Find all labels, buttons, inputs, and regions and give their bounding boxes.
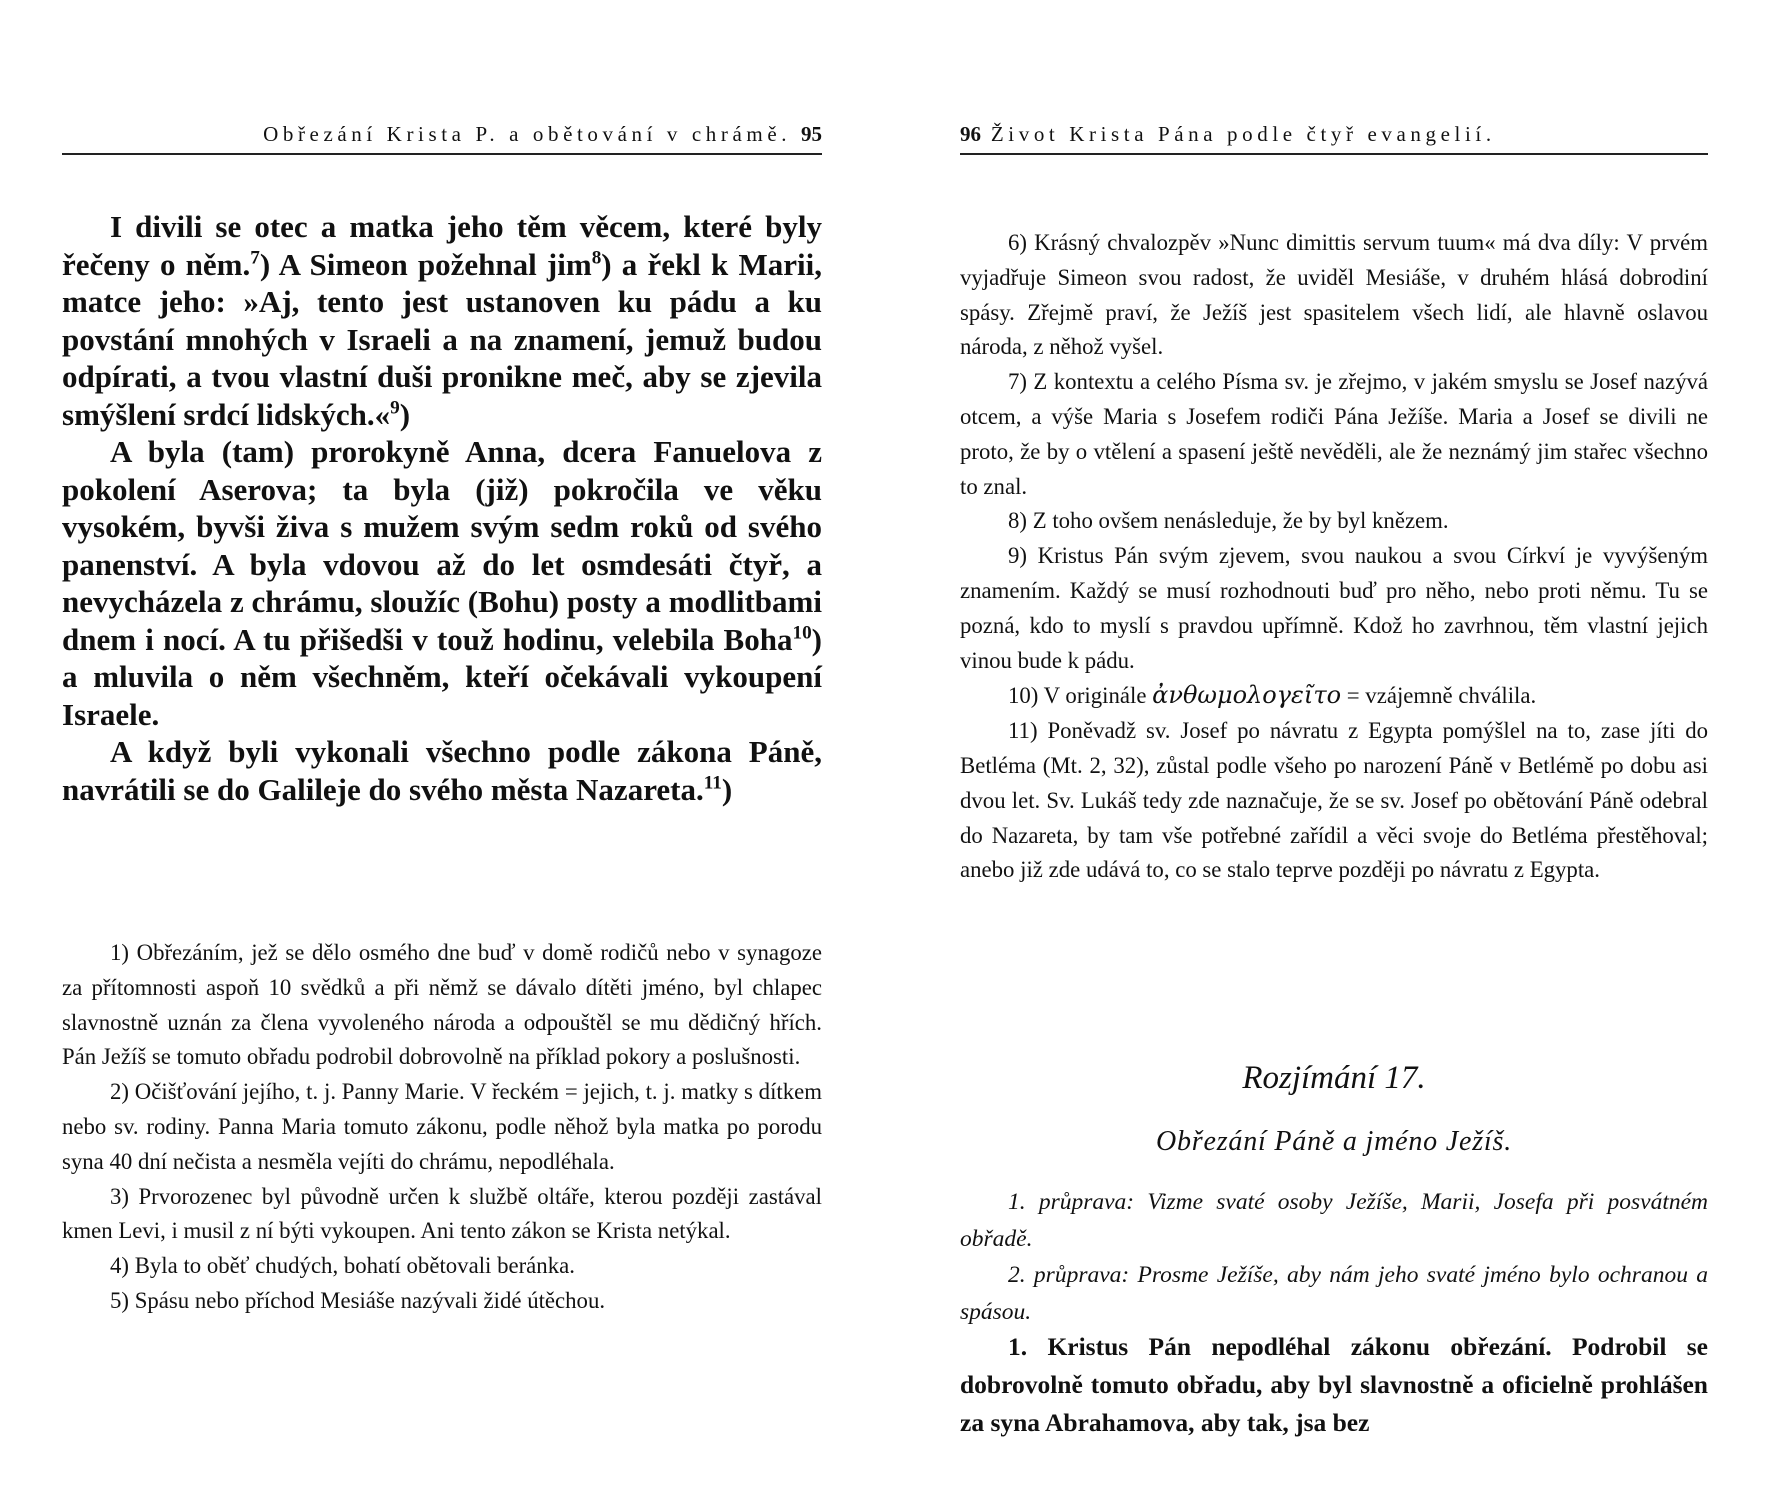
text-run: ) bbox=[399, 396, 411, 432]
running-head-title: Obřezání Krista P. a obětování v chrámě. bbox=[263, 122, 792, 146]
footnote: 4) Byla to oběť chudých, bohatí obětovali beránka. bbox=[110, 1253, 575, 1279]
text-run: ) A Simeon požehnal jim bbox=[259, 246, 592, 282]
footnote-ref: 9 bbox=[390, 397, 400, 419]
chapter-subtitle: Obřezání Páně a jméno Ježíš. bbox=[1155, 1126, 1512, 1157]
text-run: ) a mluvila o něm všechněm, kteří očekávali vykoupení Israele. bbox=[62, 621, 822, 732]
paragraph bbox=[62, 733, 822, 808]
footnote-prefix: 10) V originále bbox=[1008, 683, 1147, 709]
footnote: 5) Spásu nebo příchod Mesiáše nazývali židé útěchou. bbox=[110, 1287, 606, 1313]
text-run: ) bbox=[721, 771, 733, 807]
footnote: 1) Obřezáním, jež se dělo osmého dne buď v domě rodičů nebo v synagoze za přítomnosti aspoň 10 svědků a při němž se dávalo dítěti jméno, byl chlapec slavnostně uznán za člena vyvoleného národa a odpouštěl se mu dědičný hřích. Pán Ježíš se tomuto obřadu podrobil dobrovolně na příklad pokory a poslušnosti. bbox=[62, 940, 822, 1070]
text-run: I divili se otec a matka jeho těm věcem, které byly řečeny o něm. bbox=[62, 209, 822, 282]
footnote: 2) Očišťování jejího, t. j. Panny Marie. V řeckém = jejich, t. j. matky s dítkem nebo sv. rodiny. Panna Maria tomuto zákonu, podle něhož byla matka po porodu syna 40 dní nečista a nesměla vejíti do chrámu, nepodléhala. bbox=[62, 1079, 822, 1174]
text-run: A byla (tam) prorokyně Anna, dcera Fanuelova z pokolení Aserova; ta byla (již) pokročila ve věku vysokém, byvši živa s mužem svým sedm roků od svého panenství. A byla vdovou až do let osmdesáti čtyř, a nevycházela z chrámu, sloužíc (Bohu) posty a modlitbami dnem i nocí. A tu přišedši v touž hodinu, velebila Boha bbox=[62, 434, 822, 657]
preludes bbox=[960, 1184, 1708, 1330]
footnote: 9) Kristus Pán svým zjevem, svou naukou a svou Církví je vyvýšeným znamením. Každý se musí rozhodnouti buď pro něho, nebo proti němu. Tu se pozná, kdo to myslí s pravdou upřímně. Kdož ho zavrhnou, těm vlastní jejich vinou bude k pádu. bbox=[960, 543, 1708, 673]
text-run: A když byli vykonali všechno podle zákona Páně, navrátili se do Galileje do svého města Nazareta. bbox=[62, 734, 822, 807]
page-number-right: 96 bbox=[960, 122, 981, 146]
chapter-title: Rozjímání 17. bbox=[1242, 1060, 1426, 1096]
paragraph bbox=[62, 208, 822, 433]
point-paragraph: 1. Kristus Pán nepodléhal zákonu obřezání. Podrobil se dobrovolně tomuto obřadu, aby byl slavnostně a oficielně prohlášen za syna Abrahamova, aby tak, jsa bez bbox=[960, 1332, 1708, 1437]
prelude: 1. průprava: Vizme svaté osoby Ježíše, Marii, Josefa při posvátném obřadě. bbox=[960, 1189, 1708, 1252]
running-head-left bbox=[62, 122, 822, 155]
main-text bbox=[62, 208, 822, 808]
footnote: 8) Z toho ovšem nenásleduje, že by byl knězem. bbox=[1008, 508, 1449, 534]
running-head-title: Život Krista Pána podle čtyř evangelií. bbox=[990, 122, 1496, 146]
footnote: 6) Krásný chvalozpěv »Nunc dimittis servum tuum« má dva díly: V prvém vyjadřuje Simeon svou radost, že uviděl Mesiáše, v druhém hlásá dobrodiní spásy. Zřejmě praví, že Ježíš jest spasitelem všech lidí, ale hlavně oslavou národa, z něhož vyšel. bbox=[960, 230, 1708, 360]
footnote-ref: 8 bbox=[591, 247, 602, 269]
footnote-ref: 10 bbox=[792, 622, 812, 644]
meditation-point bbox=[960, 1328, 1708, 1442]
greek-word: ἀνθωμολογεῖτο bbox=[1152, 681, 1342, 710]
text-run: ) a řekl k Marii, matce jeho: »Aj, tento jest ustanoven ku pádu a ku povstání mnohých v Israeli a na znamení, jemuž budou odpírati, a tvou vlastní duši pronikne meč, aby se zjevila smýšlení srdcí lidských.« bbox=[62, 246, 822, 432]
footnotes-left bbox=[62, 936, 822, 1319]
prelude: 2. průprava: Prosme Ježíše, aby nám jeho svaté jméno bylo ochranou a spásou. bbox=[960, 1262, 1708, 1325]
footnote bbox=[960, 678, 1708, 714]
footnote-ref: 7 bbox=[250, 247, 260, 269]
footnote: 11) Poněvadž sv. Josef po návratu z Egypta pomýšlel na to, zase jíti do Betléma (Mt. 2, 32), zůstal podle všeho po narození Páně v Betlémě po dobu asi dvou let. Sv. Lukáš tedy zde naznačuje, že se sv. Josef po obětování Páně odebral do Nazareta, by tam vše potřebné zařídil a věci svoje do Betléma přestěhoval; anebo již zde udává to, co se stalo teprve později po návratu z Egypta. bbox=[960, 718, 1708, 883]
footnote-suffix: = vzájemně chválila. bbox=[1346, 683, 1537, 709]
page-number-left: 95 bbox=[801, 122, 822, 146]
footnote: 7) Z kontextu a celého Písma sv. je zřejmo, v jakém smyslu se Josef nazývá otcem, a výše Maria s Josefem rodiči Pána Ježíše. Maria a Josef se divili ne proto, že by o vtělení a spasení ještě nevěděli, ale že neznámý jim stařec všechno to znal. bbox=[960, 369, 1708, 499]
footnote: 3) Prvorozenec byl původně určen k službě oltáře, kterou později zastával kmen Levi, i musil z ní býti vykoupen. Ani tento zákon se Krista netýkal. bbox=[62, 1183, 822, 1244]
footnote-ref: 11 bbox=[703, 772, 722, 794]
paragraph bbox=[62, 433, 822, 733]
footnotes-right bbox=[960, 226, 1708, 888]
running-head-right bbox=[960, 122, 1708, 155]
